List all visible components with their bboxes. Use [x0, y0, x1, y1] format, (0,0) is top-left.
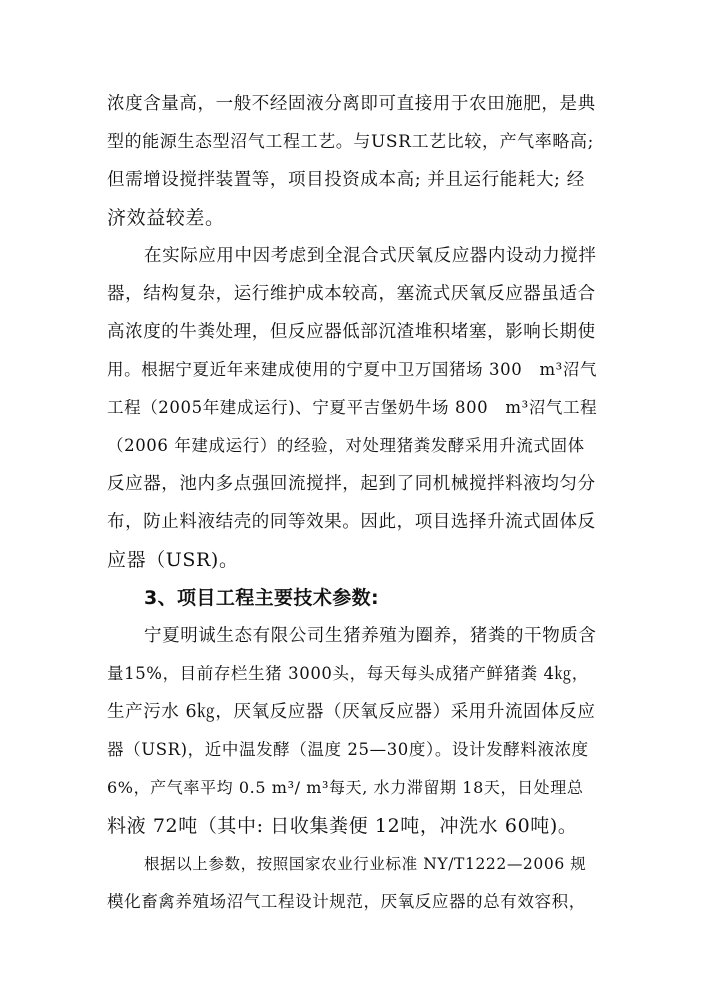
text-line: 布，防止料液结壳的同等效果。因此，项目选择升流式固体反 — [107, 512, 596, 532]
text-line: 应器（USR)。 — [107, 549, 239, 571]
text-line: 生产污水 6㎏，厌氧反应器（厌氧反应器）采用升流固体反应 — [107, 702, 596, 722]
text-line: 浓度含量高，一般不经固液分离即可直接用于农田施肥，是典 — [107, 94, 596, 114]
text-line: （2006 年建成运行）的经验，对处理猪粪发酵采用升流式固体 — [107, 436, 585, 455]
text-line: 工程（2005年建成运行)、宁夏平吉堡奶牛场 800 m³沼气工程 — [107, 398, 598, 417]
text-line: 高浓度的牛粪处理，但反应器低部沉渣堆积堵塞，影响长期使 — [107, 322, 596, 342]
section-heading: 3、项目工程主要技术参数: — [144, 587, 380, 609]
text-line: 反应器，池内多点强回流搅拌，起到了同机械搅拌料液均匀分 — [107, 474, 596, 494]
text-line: 6%，产气率平均 0.5 m³/ m³每天, 水力滞留期 18天，日处理总 — [107, 778, 584, 797]
text-line: 用。根据宁夏近年来建成使用的宁夏中卫万国猪场 300 m³沼气 — [107, 360, 598, 379]
text-line: 但需增设搅拌装置等，项目投资成本高; 并且运行能耗大; 经 — [107, 170, 585, 190]
text-line: 量15%，目前存栏生猪 3000头，每天每头成猪产鲜猪粪 4㎏， — [107, 664, 589, 683]
text-line: 模化畜禽养殖场沼气工程设计规范，厌氧反应器的总有效容积， — [107, 892, 586, 911]
text-line: 宁夏明诚生态有限公司生猪养殖为圈养，猪粪的干物质含 — [144, 626, 597, 646]
text-line: 型的能源生态型沼气工程工艺。与USR工艺比较，产气率略高; — [107, 132, 594, 152]
text-line: 料液 72吨（其中: 日收集粪便 12吨，冲洗水 60吨)。 — [107, 815, 578, 837]
text-line: 器，结构复杂，运行维护成本较高，塞流式厌氧反应器虽适合 — [107, 284, 596, 304]
text-line: 在实际应用中因考虑到全混合式厌氧反应器内设动力搅拌 — [144, 246, 597, 266]
text-line: 济效益较差。 — [107, 207, 225, 229]
text-line: 器（USR)，近中温发酵（温度 25—30度）。设计发酵料液浓度 — [107, 740, 589, 759]
text-line: 根据以上参数，按照国家农业行业标准 NY/T1222—2006 规 — [144, 855, 587, 873]
